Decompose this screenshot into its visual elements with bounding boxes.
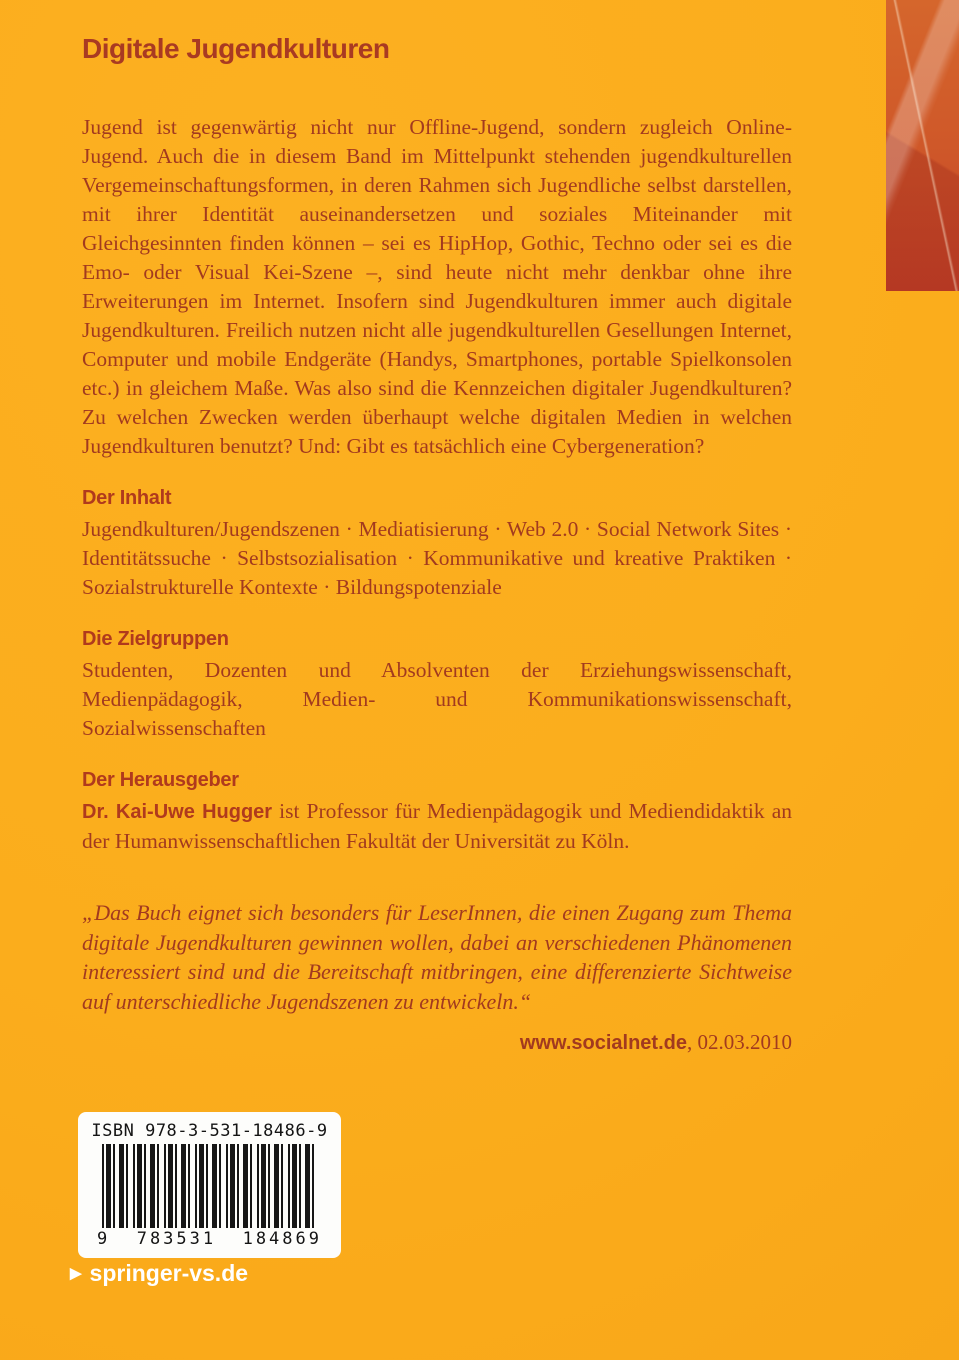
quote-date: , 02.03.2010 xyxy=(687,1030,792,1054)
publisher-footer xyxy=(70,1260,248,1287)
section-body-inhalt: Jugendkulturen/Jugendszenen · Mediatisierung · Web 2.0 · Social Network Sites · Identitätssuche · Selbstsozialisation · Kommunikative und kreative Praktiken · Sozialstrukturelle Kontexte · Bildungspotenziale xyxy=(82,517,792,599)
quote-source: www.socialnet.de xyxy=(519,1032,687,1054)
section-body-herausgeber xyxy=(82,797,792,856)
quote-attribution xyxy=(82,1030,792,1055)
isbn-label: ISBN 978-3-531-18486-9 xyxy=(91,1121,328,1141)
review-quote: „Das Buch eignet sich besonders für LeserInnen, die einen Zugang zum Thema digitale Jugendkulturen gewinnen wollen, dabei an verschiedenen Phänomenen interessiert sind und die Bereitschaft mitbringen, eine differenzierte Sichtweise auf unterschiedliche Jugendszenen zu entwickeln.“ xyxy=(82,900,792,1014)
book-title: Digitale Jugendkulturen xyxy=(82,33,390,64)
barcode-bars xyxy=(102,1144,318,1228)
editor-description: ist Professor für Medienpädagogik und Mediendidaktik an der Humanwissenschaftlichen Fakultät der Universität zu Köln. xyxy=(82,799,793,853)
section-heading-zielgruppen: Die Zielgruppen xyxy=(82,628,229,650)
section-heading-inhalt: Der Inhalt xyxy=(82,487,172,509)
section-heading-herausgeber: Der Herausgeber xyxy=(82,769,239,791)
arrow-icon: ▶ xyxy=(70,1265,82,1282)
isbn-barcode-block xyxy=(78,1112,341,1258)
intro-paragraph: Jugend ist gegenwärtig nicht nur Offline-Jugend, sondern zugleich Online-Jugend. Auch die in diesem Band im Mittelpunkt stehenden jugendkulturellen Vergemeinschaftungsformen, in deren Rahmen sich Jugendliche selbst darstellen, mit ihrer Identität auseinandersetzen und soziales Miteinander mit Gleichgesinnten finden können – sei es HipHop, Gothic, Techno oder sei es die Emo- oder Visual Kei-Szene –, sind heute nicht mehr denkbar ohne ihre Erweiterungen im Internet. Insofern sind Jugendkulturen immer auch digitale Jugendkulturen. Freilich nutzen nicht alle jugendkulturellen Gesellungen Internet, Computer und mobile Endgeräte (Handys, Smartphones, portable Spielkonsolen etc.) in gleichem Maße. Was also sind die Kennzeichen digitaler Jugendkulturen? Zu welchen Zwecken werden überhaupt welche digitalen Medien in welchen Jugendkulturen benutzt? Und: Gibt es tatsächlich eine Cybergeneration? xyxy=(82,115,792,458)
editor-name: Dr. Kai-Uwe Hugger xyxy=(82,801,273,823)
accent-stripe-graphic xyxy=(886,0,959,291)
barcode-digits: 9 783531 184869 xyxy=(97,1229,322,1249)
cover-content xyxy=(82,33,792,1076)
publisher-url: springer-vs.de xyxy=(89,1260,249,1286)
section-body-zielgruppen: Studenten, Dozenten und Absolventen der Erziehungswissenschaft, Medienpädagogik, Medien- und Kommunikationswissenschaft, Sozialwissenschaften xyxy=(82,658,792,740)
